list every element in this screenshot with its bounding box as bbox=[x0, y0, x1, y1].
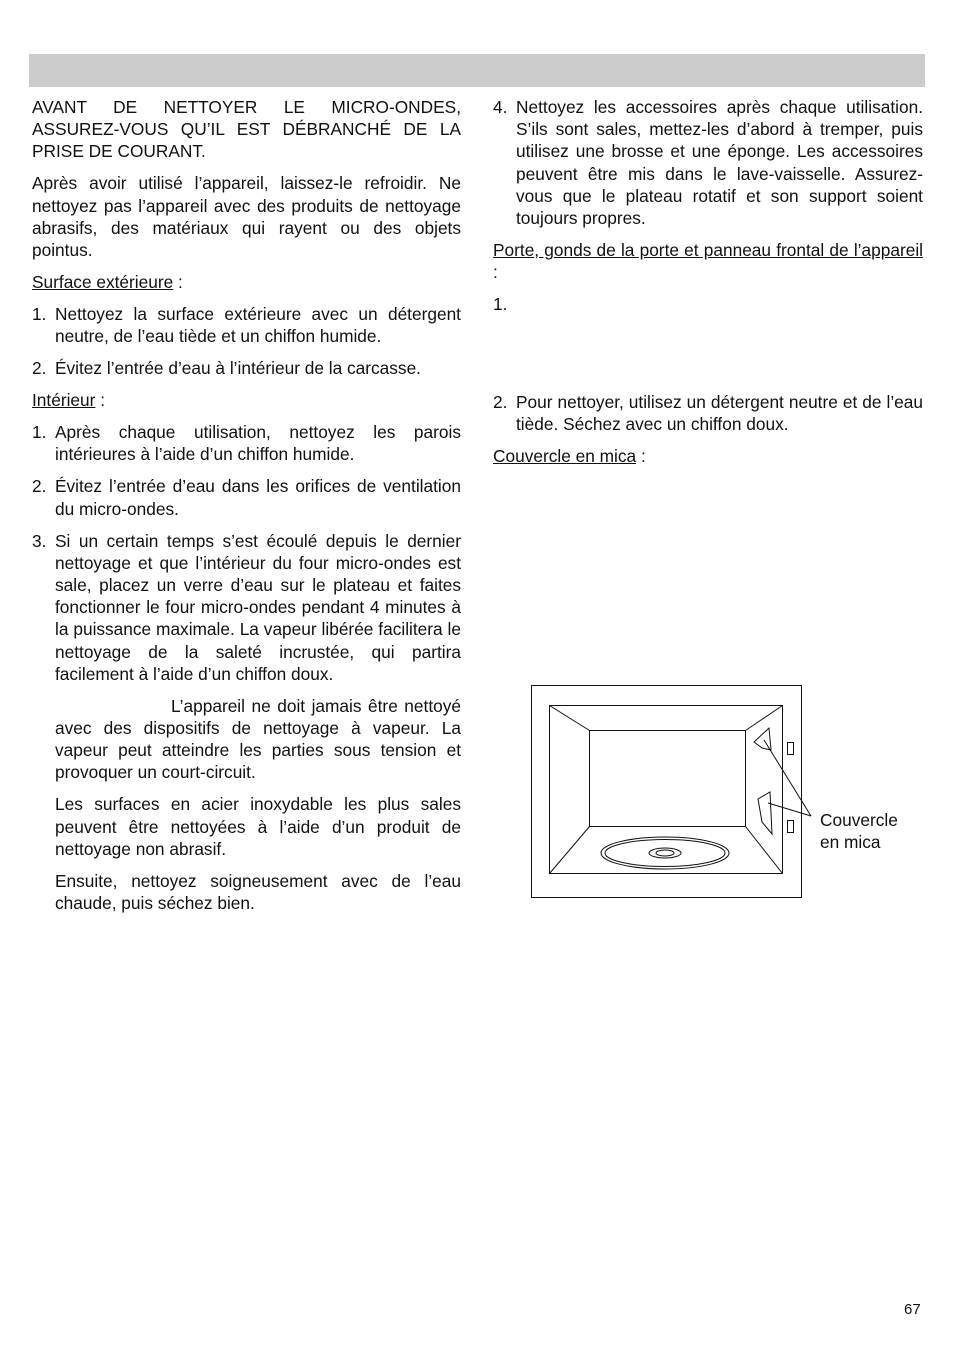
list-item: 4. Nettoyez les accessoires après chaque utilisation. S’ils sont sales, mettez-les d’abord à tremper, puis utilisez une brosse et une éponge. Les accessoires peuvent être mis dans le lave-vaisselle. Assurez-vous que le plateau rotatif et son support soient toujours propres. bbox=[493, 97, 923, 229]
exterior-list bbox=[32, 303, 461, 379]
mica-cover-lower bbox=[758, 792, 772, 834]
rinse-note: Ensuite, nettoyez soigneusement avec de l’eau chaude, puis séchez bien. bbox=[55, 870, 461, 914]
interior-heading: Intérieur : bbox=[32, 390, 106, 411]
cavity-back-wall bbox=[590, 731, 746, 827]
intro-text: Après avoir utilisé l’appareil, laissez-le refroidir. Ne nettoyez pas l’appareil avec des produits de nettoyage abrasifs, des matériaux qui rayent ou des objets pointus. bbox=[32, 173, 461, 261]
oven-outer-frame bbox=[532, 686, 802, 898]
section-header-bar bbox=[29, 54, 925, 87]
mica-heading: Couvercle en mica : bbox=[493, 446, 646, 467]
exterior-heading: Surface extérieure : bbox=[32, 272, 183, 293]
intro-warning-caps: AVANT DE NETTOYER LE MICRO-ONDES, ASSUREZ-VOUS QU’IL EST DÉBRANCHÉ DE LA PRISE DE COURANT. bbox=[32, 97, 461, 162]
list-item: 3. Si un certain temps s’est écoulé depuis le dernier nettoyage et que l’intérieur du four micro-ondes est sale, placez un verre d’eau sur le plateau et faites fonctionner le four micro-ondes pendant 4 minutes à la puissance maximale. La vapeur libérée facilitera le nettoyage de la saleté incrustée, qui partira facilement à l’aide d’un chiffon doux. bbox=[32, 530, 461, 684]
door-list bbox=[493, 293, 923, 435]
list-item: 1. bbox=[493, 294, 508, 315]
mica-cover-label: Couvercle en mica bbox=[820, 810, 898, 853]
right-column bbox=[493, 96, 923, 477]
door-heading: Porte, gonds de la porte et panneau frontal de l’appareil : bbox=[493, 240, 923, 283]
steam-warning: L’appareil ne doit jamais être nettoyé avec des dispositifs de nettoyage à vapeur. La vapeur peut atteindre les parties sous tension et provoquer un court-circuit. bbox=[55, 695, 461, 783]
left-column bbox=[32, 96, 461, 924]
interior-list bbox=[32, 421, 461, 685]
list-item: 2. Évitez l’entrée d’eau dans les orifices de ventilation du micro-ondes. bbox=[32, 476, 461, 519]
stainless-steel-note: Les surfaces en acier inoxydable les plus sales peuvent être nettoyées à l’aide d’un produit de nettoyage non abrasif. bbox=[55, 794, 461, 859]
accessories-list bbox=[493, 96, 923, 229]
microwave-interior-diagram bbox=[530, 684, 910, 900]
list-item: 1. Nettoyez la surface extérieure avec un détergent neutre, de l’eau tiède et un chiffon humide. bbox=[32, 304, 461, 347]
list-item: 2. Pour nettoyer, utilisez un détergent neutre et de l’eau tiède. Séchez avec un chiffon doux. bbox=[493, 392, 923, 435]
list-item: 2. Évitez l’entrée d’eau à l’intérieur de la carcasse. bbox=[32, 358, 421, 379]
page-number: 67 bbox=[904, 1301, 921, 1318]
list-item: 1. Après chaque utilisation, nettoyez les parois intérieures à l’aide d’un chiffon humide. bbox=[32, 422, 461, 465]
turntable-plate bbox=[601, 837, 729, 869]
